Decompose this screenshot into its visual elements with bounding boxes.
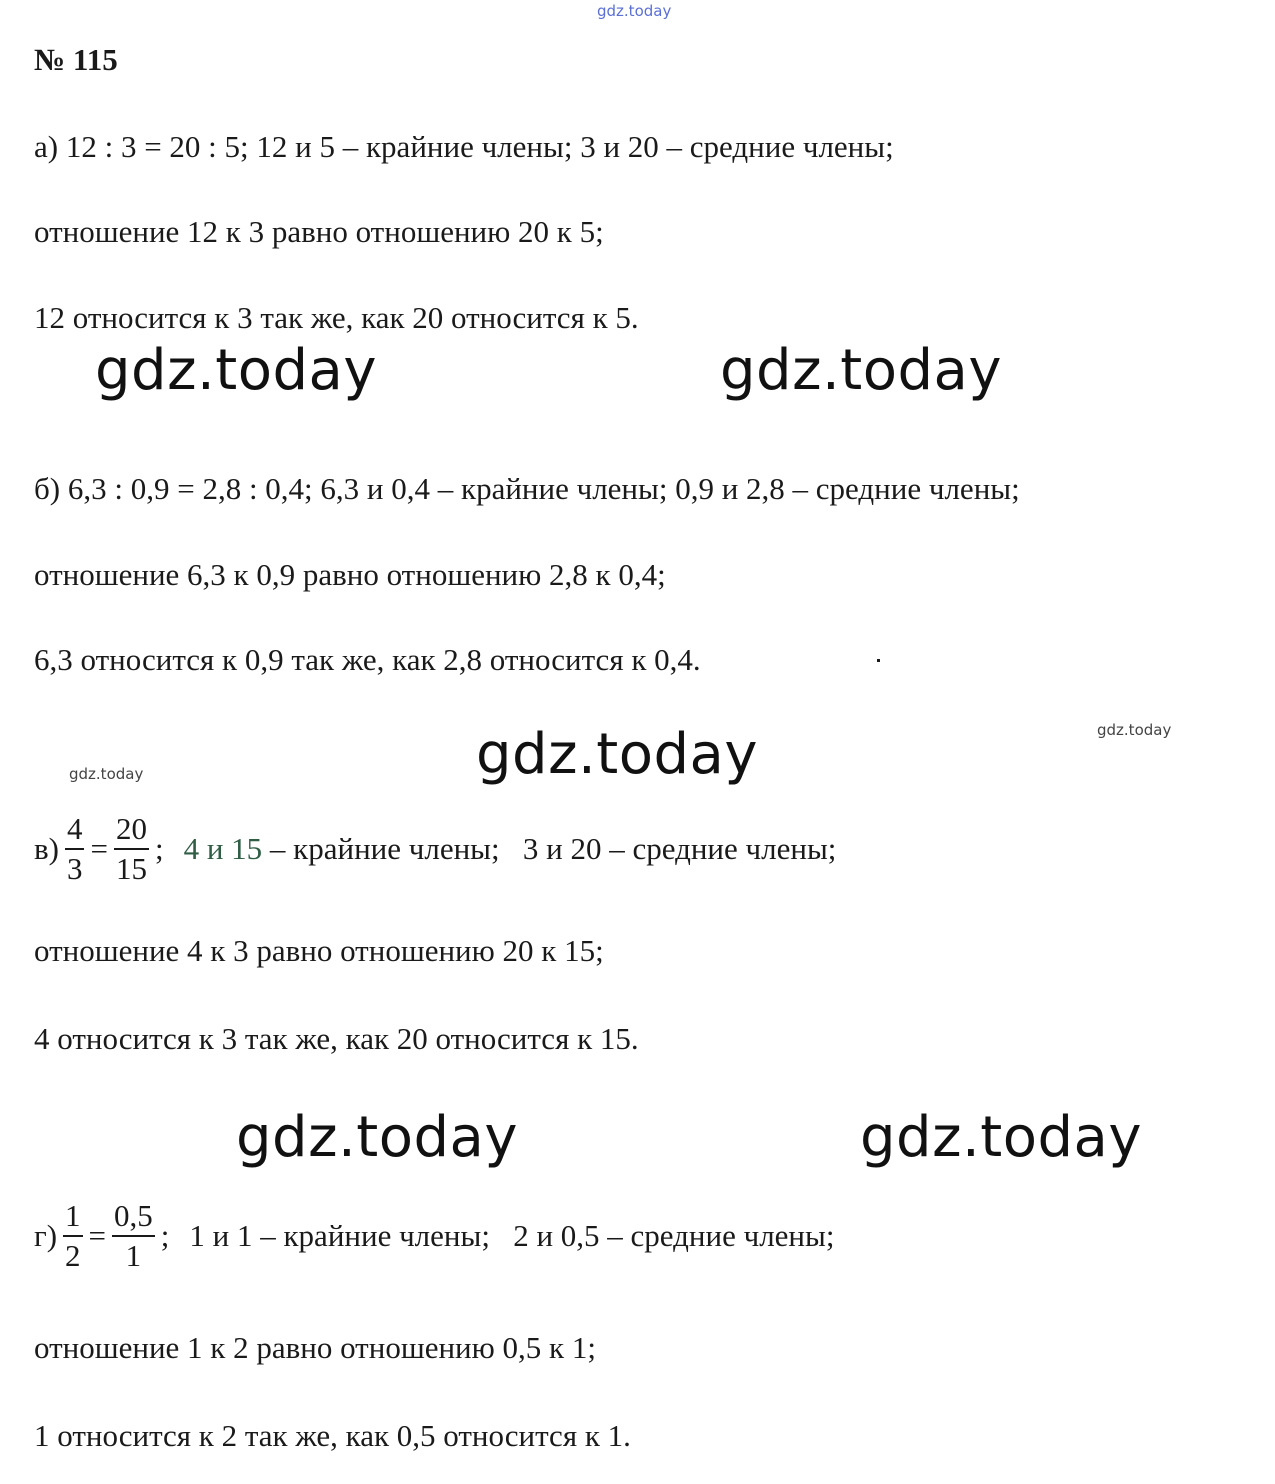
watermark-top: gdz.today <box>597 2 672 20</box>
fraction-numerator: 4 <box>65 812 85 850</box>
fraction-denominator: 15 <box>115 851 147 886</box>
fraction-numerator: 20 <box>114 812 149 850</box>
watermark-large: gdz.today <box>476 722 759 787</box>
part-v-members-text: – крайние члены; 3 и 20 – средние члены; <box>262 831 837 866</box>
problem-number: № 115 <box>34 42 118 77</box>
equals-sign: = <box>90 831 108 866</box>
part-g-ratio-statement: отношение 1 к 2 равно отношению 0,5 к 1; <box>34 1330 596 1365</box>
part-a-equation: а) 12 : 3 = 20 : 5; 12 и 5 – крайние члены; 3 и 20 – средние члены; <box>34 129 894 164</box>
fraction-1-2 <box>63 1199 83 1273</box>
equals-sign: = <box>88 1218 107 1253</box>
fraction-denominator: 3 <box>66 851 83 886</box>
part-a-proportion-statement: 12 относится к 3 так же, как 20 относится к 5. <box>34 300 639 335</box>
semicolon: ; <box>154 831 164 866</box>
watermark-large: gdz.today <box>236 1105 519 1170</box>
part-v-extremes: 4 и 15 <box>183 831 263 866</box>
stray-dot <box>877 659 880 662</box>
watermark-large: gdz.today <box>95 338 378 403</box>
part-v-equation <box>34 809 836 889</box>
fraction-20-15 <box>114 812 149 886</box>
part-g-proportion-statement: 1 относится к 2 так же, как 0,5 относится к 1. <box>34 1418 631 1453</box>
watermark-large: gdz.today <box>720 338 1003 403</box>
fraction-denominator: 2 <box>65 1238 81 1273</box>
fraction-numerator: 0,5 <box>112 1199 155 1237</box>
semicolon: ; <box>160 1218 170 1253</box>
watermark-large: gdz.today <box>860 1105 1143 1170</box>
part-b-equation: б) 6,3 : 0,9 = 2,8 : 0,4; 6,3 и 0,4 – крайние члены; 0,9 и 2,8 – средние члены; <box>34 471 1020 506</box>
part-v-label: в) <box>34 831 59 866</box>
part-g-members-text: 1 и 1 – крайние члены; 2 и 0,5 – средние члены; <box>189 1218 835 1253</box>
watermark-small: gdz.today <box>1097 721 1172 739</box>
part-a-ratio-statement: отношение 12 к 3 равно отношению 20 к 5; <box>34 214 604 249</box>
part-b-proportion-statement: 6,3 относится к 0,9 так же, как 2,8 относится к 0,4. <box>34 642 701 677</box>
part-b-ratio-statement: отношение 6,3 к 0,9 равно отношению 2,8 к 0,4; <box>34 557 666 592</box>
fraction-numerator: 1 <box>63 1199 83 1237</box>
watermark-small: gdz.today <box>69 765 144 783</box>
part-v-ratio-statement: отношение 4 к 3 равно отношению 20 к 15; <box>34 933 604 968</box>
fraction-denominator: 1 <box>125 1238 142 1273</box>
part-g-equation <box>34 1196 834 1276</box>
part-v-proportion-statement: 4 относится к 3 так же, как 20 относится к 15. <box>34 1021 639 1056</box>
fraction-4-3 <box>65 812 85 886</box>
part-g-label: г) <box>34 1218 58 1253</box>
fraction-0-5-1 <box>112 1199 155 1273</box>
